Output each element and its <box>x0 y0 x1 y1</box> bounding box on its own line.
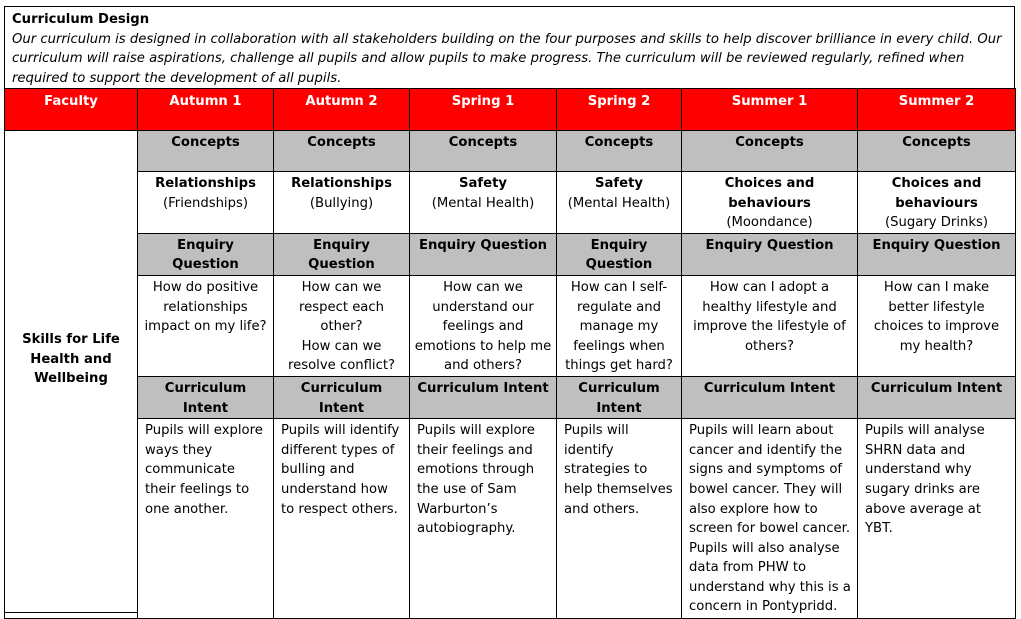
intent-label: Curriculum Intent <box>557 376 682 418</box>
header-row <box>5 89 1016 131</box>
enquiry-question: How can I adopt a healthy lifestyle and improve the lifestyle of others? <box>682 275 858 376</box>
concepts-label: Concepts <box>410 131 557 172</box>
enquiry-question: How can I make better lifestyle choices to improve my health? <box>858 275 1016 376</box>
curriculum-document <box>4 6 1015 613</box>
enquiry-label: Enquiry Question <box>682 233 858 275</box>
concept-title: Relationships <box>155 176 256 191</box>
concept-cell <box>557 172 682 234</box>
header-spring-2: Spring 2 <box>557 89 682 131</box>
curriculum-table <box>4 88 1016 619</box>
concept-title: Relationships <box>291 176 392 191</box>
concepts-label: Concepts <box>682 131 858 172</box>
intent-label: Curriculum Intent <box>682 376 858 418</box>
concept-title: Safety <box>459 176 507 191</box>
header-summer-1: Summer 1 <box>682 89 858 131</box>
concepts-label: Concepts <box>274 131 410 172</box>
concept-sub: (Moondance) <box>726 215 813 231</box>
intent-label-row <box>5 376 1016 418</box>
intro-text: Our curriculum is designed in collaboration with all stakeholders building on the four purposes and skills to help discover brilliance in every child. Our curriculum will raise aspirations, challenge all pupils and allow pupils to make progress. The curriculum will be reviewed regularly, refined when required to support the development of all pupils. <box>12 31 1002 86</box>
concepts-label: Concepts <box>557 131 682 172</box>
header-autumn-1: Autumn 1 <box>138 89 274 131</box>
enquiry-question: How can we understand our feelings and emotions to help me and others? <box>410 275 557 376</box>
intent-text: Pupils will learn about cancer and identify the signs and symptoms of bowel cancer. They will also explore how to screen for bowel cancer. Pupils will also analyse data from PHW to understand why this is a concern in Pontypridd. <box>682 419 858 619</box>
enquiry-label: Enquiry Question <box>410 233 557 275</box>
concept-title: Choices and behaviours <box>724 176 815 211</box>
header-summer-2: Summer 2 <box>858 89 1016 131</box>
enquiry-label: Enquiry Question <box>557 233 682 275</box>
header-autumn-2: Autumn 2 <box>274 89 410 131</box>
faculty-cell: Skills for Life Health and Wellbeing <box>5 131 138 619</box>
intent-text: Pupils will explore ways they communicate their feelings to one another. <box>138 419 274 619</box>
concept-sub: (Mental Health) <box>431 195 535 211</box>
intent-text: Pupils will analyse SHRN data and understand why sugary drinks are above average at YBT. <box>858 419 1016 619</box>
intent-text: Pupils will identify different types of bulling and understand how to respect others. <box>274 419 410 619</box>
intent-label: Curriculum Intent <box>138 376 274 418</box>
header-faculty: Faculty <box>5 89 138 131</box>
concepts-label: Concepts <box>138 131 274 172</box>
concepts-label-row <box>5 131 1016 172</box>
concept-sub: (Sugary Drinks) <box>885 215 988 231</box>
enquiry-label: Enquiry Question <box>274 233 410 275</box>
header-spring-1: Spring 1 <box>410 89 557 131</box>
enquiry-question: How can we respect each other? How can we resolve conflict? <box>274 275 410 376</box>
intent-row <box>5 419 1016 619</box>
intent-text: Pupils will explore their feelings and emotions through the use of Sam Warburton’s autobiography. <box>410 419 557 619</box>
enquiry-label-row <box>5 233 1016 275</box>
enquiry-row <box>5 275 1016 376</box>
concept-sub: (Friendships) <box>163 195 248 211</box>
concept-title: Choices and behaviours <box>891 176 982 211</box>
enquiry-label: Enquiry Question <box>858 233 1016 275</box>
concept-title: Safety <box>595 176 643 191</box>
concept-cell <box>410 172 557 234</box>
concept-cell <box>274 172 410 234</box>
concepts-row <box>5 172 1016 234</box>
concept-sub: (Bullying) <box>309 195 374 211</box>
concept-cell <box>682 172 858 234</box>
concept-sub: (Mental Health) <box>567 195 671 211</box>
intent-label: Curriculum Intent <box>858 376 1016 418</box>
enquiry-question: How do positive relationships impact on my life? <box>138 275 274 376</box>
enquiry-question: How can I self-regulate and manage my feelings when things get hard? <box>557 275 682 376</box>
concepts-label: Concepts <box>858 131 1016 172</box>
concept-cell <box>858 172 1016 234</box>
intent-label: Curriculum Intent <box>410 376 557 418</box>
intent-label: Curriculum Intent <box>274 376 410 418</box>
intro-section <box>5 7 1014 88</box>
concept-cell <box>138 172 274 234</box>
document-title: Curriculum Design <box>12 12 150 27</box>
enquiry-label: Enquiry Question <box>138 233 274 275</box>
intent-text: Pupils will identify strategies to help themselves and others. <box>557 419 682 619</box>
